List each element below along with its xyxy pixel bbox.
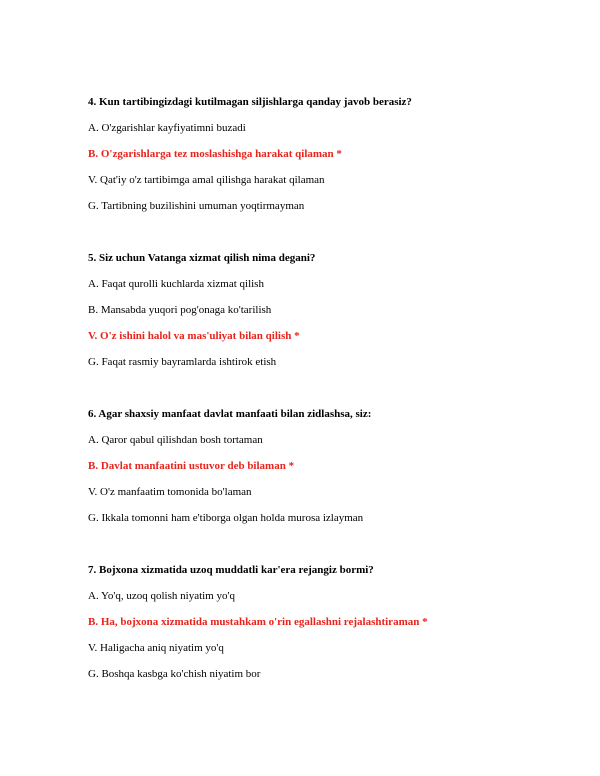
option-v: V. O'z manfaatim tomonida bo'laman [88, 486, 252, 498]
option-v-correct: V. O'z ishini halol va mas'uliyat bilan qilish * [88, 330, 300, 342]
question-block-4 [88, 95, 568, 225]
question-block-7 [88, 563, 568, 693]
question-block-5 [88, 251, 568, 381]
option-a: A. Qaror qabul qilishdan bosh tortaman [88, 434, 263, 446]
option-v: V. Haligacha aniq niyatim yo'q [88, 642, 224, 654]
option-b: B. Mansabda yuqori pog'onaga ko'tarilish [88, 304, 272, 316]
question-text: 6. Agar shaxsiy manfaat davlat manfaati bilan zidlashsa, siz: [88, 408, 372, 420]
option-b-correct: B. Ha, bojxona xizmatida mustahkam o'rin egallashni rejalashtiraman * [88, 616, 428, 628]
option-g: G. Tartibning buzilishini umuman yoqtirmayman [88, 200, 305, 212]
option-g: G. Ikkala tomonni ham e'tiborga olgan holda murosa izlayman [88, 512, 364, 524]
question-text: 4. Kun tartibingizdagi kutilmagan siljishlarga qanday javob berasiz? [88, 96, 412, 108]
question-text: 5. Siz uchun Vatanga xizmat qilish nima degani? [88, 252, 316, 264]
option-b-correct: B. O'zgarishlarga tez moslashishga harakat qilaman * [88, 148, 342, 160]
option-b-correct: B. Davlat manfaatini ustuvor deb bilaman * [88, 460, 295, 472]
option-a: A. Faqat qurolli kuchlarda xizmat qilish [88, 278, 264, 290]
option-g: G. Faqat rasmiy bayramlarda ishtirok etish [88, 356, 277, 368]
option-a: A. O'zgarishlar kayfiyatimni buzadi [88, 122, 246, 134]
option-a: A. Yo'q, uzoq qolish niyatim yo'q [88, 590, 235, 602]
question-block-6 [88, 407, 568, 537]
question-text: 7. Bojxona xizmatida uzoq muddatli kar'era rejangiz bormi? [88, 564, 374, 576]
option-g: G. Boshqa kasbga ko'chish niyatim bor [88, 668, 261, 680]
option-v: V. Qat'iy o'z tartibimga amal qilishga harakat qilaman [88, 174, 325, 186]
